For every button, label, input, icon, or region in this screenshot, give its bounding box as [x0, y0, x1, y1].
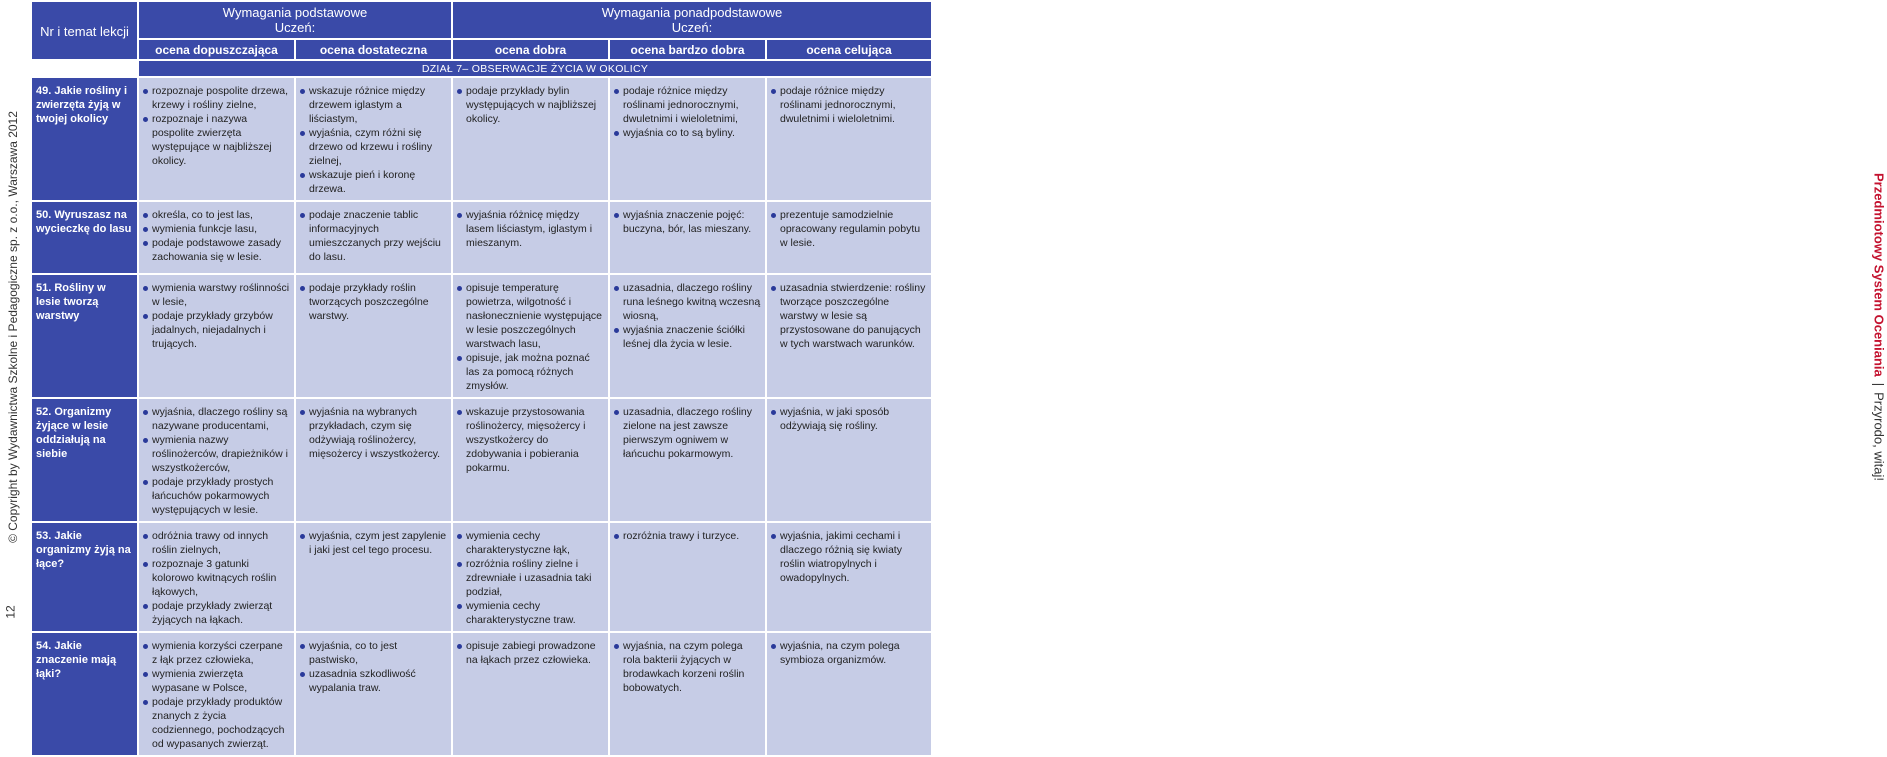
- requirements-cell: [296, 523, 451, 631]
- grade-header: ocena dopuszczająca: [139, 40, 294, 59]
- requirements-cell: [296, 275, 451, 397]
- copyright-notice: © Copyright by Wydawnictwa Szkolne i Pedagogiczne sp. z o.o., Warszawa 2012: [6, 111, 20, 543]
- requirements-list: [457, 208, 604, 250]
- requirements-cell: [453, 523, 608, 631]
- requirements-cell: [139, 633, 294, 755]
- requirements-cell: [453, 275, 608, 397]
- requirement-item: wymienia zwierzęta wypasane w Polsce,: [143, 667, 290, 695]
- requirements-list: [300, 405, 447, 461]
- lesson-topic: 54. Jakie znaczenie mają łąki?: [32, 633, 137, 755]
- requirement-item: podaje różnice między roślinami jednorocznymi, dwuletnimi i wieloletnimi,: [614, 84, 761, 126]
- requirements-list: [143, 281, 290, 351]
- requirements-list: [457, 529, 604, 627]
- requirements-list: [457, 84, 604, 126]
- requirements-list: [771, 208, 927, 250]
- requirements-cell: [296, 633, 451, 755]
- requirement-item: podaje przykłady prostych łańcuchów pokarmowych występujących w lesie.: [143, 475, 290, 517]
- requirement-item: wyjaśnia co to są byliny.: [614, 126, 761, 140]
- lesson-topic: 49. Jakie rośliny i zwierzęta żyją w twojej okolicy: [32, 78, 137, 200]
- requirements-cell: [767, 78, 931, 200]
- table-row: [32, 275, 931, 397]
- requirements-list: [300, 529, 447, 557]
- requirement-item: prezentuje samodzielnie opracowany regulamin pobytu w lesie.: [771, 208, 927, 250]
- requirement-item: podaje przykłady roślin tworzących poszczególne warstwy.: [300, 281, 447, 323]
- requirements-cell: [296, 202, 451, 273]
- requirements-list: [143, 639, 290, 751]
- requirements-cell: [610, 202, 765, 273]
- requirement-item: rozróżnia rośliny zielne i zdrewniałe i uzasadnia taki podział,: [457, 557, 604, 599]
- requirement-item: wyjaśnia, na czym polega rola bakterii żyjących w brodawkach korzeni roślin bobowatych.: [614, 639, 761, 695]
- requirement-item: wymienia warstwy roślinności w lesie,: [143, 281, 290, 309]
- requirements-list: [614, 208, 761, 236]
- requirement-item: wymienia funkcje lasu,: [143, 222, 290, 236]
- topic-column-header: Nr i temat lekcji: [32, 2, 137, 59]
- requirement-item: wyjaśnia, na czym polega symbioza organizmów.: [771, 639, 927, 667]
- requirement-item: opisuje, jak można poznać las za pomocą różnych zmysłów.: [457, 351, 604, 393]
- requirements-cell: [610, 633, 765, 755]
- system-name: Przedmiotowy System Oceniania: [1871, 173, 1887, 377]
- lesson-topic: 52. Organizmy żyjące w lesie oddziałują na siebie: [32, 399, 137, 521]
- left-margin-strip: [0, 0, 26, 655]
- requirements-list: [614, 84, 761, 140]
- requirement-item: podaje przykłady produktów znanych z życia codziennego, pochodzących od wypasanych zwierząt.: [143, 695, 290, 751]
- requirements-cell: [296, 399, 451, 521]
- requirements-list: [614, 405, 761, 461]
- requirement-item: opisuje zabiegi prowadzone na łąkach przez człowieka.: [457, 639, 604, 667]
- requirements-list: [771, 281, 927, 351]
- requirements-cell: [139, 523, 294, 631]
- requirement-item: podaje podstawowe zasady zachowania się w lesie.: [143, 236, 290, 264]
- right-margin-strip: [933, 0, 1887, 655]
- table-row: [32, 523, 931, 631]
- lesson-topic: 51. Rośliny w lesie tworzą warstwy: [32, 275, 137, 397]
- requirement-item: wyjaśnia, dlaczego rośliny są nazywane producentami,: [143, 405, 290, 433]
- requirement-item: wyjaśnia na wybranych przykładach, czym się odżywiają roślinożercy, mięsożercy i wszystkożercy.: [300, 405, 447, 461]
- requirement-item: uzasadnia, dlaczego rośliny zielone na jest zawsze pierwszym ogniwem w łańcuchu pokarmowym.: [614, 405, 761, 461]
- requirements-cell: [610, 523, 765, 631]
- requirements-table: [30, 0, 933, 757]
- requirements-list: [614, 639, 761, 695]
- requirement-item: podaje przykłady grzybów jadalnych, niejadalnych i trujących.: [143, 309, 290, 351]
- requirements-cell: [453, 399, 608, 521]
- requirement-item: wyjaśnia znaczenie ściółki leśnej dla życia w lesie.: [614, 323, 761, 351]
- table-row: [32, 78, 931, 200]
- requirement-item: opisuje temperaturę powietrza, wilgotność i nasłonecznienie występujące w lesie poszczególnych warstwach lasu,: [457, 281, 604, 351]
- grade-header: ocena bardzo dobra: [610, 40, 765, 59]
- lesson-topic: 50. Wyruszasz na wycieczkę do lasu: [32, 202, 137, 273]
- requirements-list: [143, 208, 290, 264]
- requirements-cell: [139, 275, 294, 397]
- requirements-cell: [767, 633, 931, 755]
- running-title: [1872, 173, 1887, 481]
- page-number: 12: [3, 605, 18, 619]
- requirement-item: wyjaśnia różnicę między lasem liściastym, iglastym i mieszanym.: [457, 208, 604, 250]
- requirements-list: [457, 281, 604, 393]
- requirement-item: wymienia nazwy roślinożerców, drapieżników i wszystkożerców,: [143, 433, 290, 475]
- section-title: DZIAŁ 7– OBSERWACJE ŻYCIA W OKOLICY: [139, 61, 931, 76]
- requirement-item: odróżnia trawy od innych roślin zielnych,: [143, 529, 290, 557]
- requirement-item: określa, co to jest las,: [143, 208, 290, 222]
- requirement-item: podaje przykłady zwierząt żyjących na łąkach.: [143, 599, 290, 627]
- subject-name: Przyrodo, witaj!: [1871, 392, 1887, 481]
- basic-requirements-header: Wymagania podstawowe Uczeń:: [139, 2, 451, 38]
- lesson-topic: 53. Jakie organizmy żyją na łące?: [32, 523, 137, 631]
- requirement-item: wyjaśnia, jakimi cechami i dlaczego różnią się kwiaty roślin wiatropylnych i owadopylnych.: [771, 529, 927, 585]
- requirement-item: wymienia cechy charakterystyczne łąk,: [457, 529, 604, 557]
- requirement-item: wyjaśnia, co to jest pastwisko,: [300, 639, 447, 667]
- requirements-list: [771, 639, 927, 667]
- requirement-item: wskazuje przystosowania roślinożercy, mięsożercy i wszystkożercy do zdobywania i pobierania pokarmu.: [457, 405, 604, 475]
- requirements-cell: [767, 202, 931, 273]
- requirements-cell: [139, 78, 294, 200]
- grade-header: ocena dobra: [453, 40, 608, 59]
- requirement-item: wyjaśnia znaczenie pojęć: buczyna, bór, las mieszany.: [614, 208, 761, 236]
- requirement-item: podaje znaczenie tablic informacyjnych umieszczanych przy wejściu do lasu.: [300, 208, 447, 264]
- requirement-item: rozpoznaje 3 gatunki kolorowo kwitnących roślin łąkowych,: [143, 557, 290, 599]
- table-row: [32, 399, 931, 521]
- requirements-cell: [453, 78, 608, 200]
- requirements-list: [143, 529, 290, 627]
- requirement-item: wskazuje pień i koronę drzewa.: [300, 168, 447, 196]
- requirements-cell: [767, 523, 931, 631]
- requirement-item: rozróżnia trawy i turzyce.: [614, 529, 761, 543]
- requirements-cell: [139, 202, 294, 273]
- requirements-cell: [767, 275, 931, 397]
- requirement-item: wymienia korzyści czerpane z łąk przez człowieka,: [143, 639, 290, 667]
- requirement-item: podaje przykłady bylin występujących w najbliższej okolicy.: [457, 84, 604, 126]
- title-separator: |: [1871, 382, 1887, 387]
- requirement-item: wyjaśnia, w jaki sposób odżywiają się rośliny.: [771, 405, 927, 433]
- requirements-cell: [296, 78, 451, 200]
- requirements-cell: [610, 78, 765, 200]
- requirements-list: [300, 281, 447, 323]
- requirement-item: rozpoznaje pospolite drzewa, krzewy i rośliny zielne,: [143, 84, 290, 112]
- requirements-cell: [610, 399, 765, 521]
- requirements-list: [614, 529, 761, 543]
- advanced-requirements-header: Wymagania ponadpodstawowe Uczeń:: [453, 2, 931, 38]
- requirement-item: wyjaśnia, czym jest zapylenie i jaki jest cel tego procesu.: [300, 529, 447, 557]
- table-row: [32, 633, 931, 755]
- requirements-cell: [610, 275, 765, 397]
- requirements-list: [771, 84, 927, 126]
- requirements-cell: [453, 202, 608, 273]
- grade-header: ocena celująca: [767, 40, 931, 59]
- requirement-item: rozpoznaje i nazywa pospolite zwierzęta występujące w najbliższej okolicy.: [143, 112, 290, 168]
- requirements-list: [614, 281, 761, 351]
- requirement-item: uzasadnia, dlaczego rośliny runa leśnego kwitną wczesną wiosną,: [614, 281, 761, 323]
- requirement-item: uzasadnia stwierdzenie: rośliny tworzące poszczególne warstwy w lesie są przystosowane do panujących w tych warstwach warunków.: [771, 281, 927, 351]
- requirements-list: [771, 529, 927, 585]
- requirements-list: [300, 84, 447, 196]
- requirements-list: [143, 405, 290, 517]
- requirements-list: [300, 639, 447, 695]
- requirements-cell: [139, 399, 294, 521]
- requirements-list: [143, 84, 290, 168]
- requirements-list: [457, 639, 604, 667]
- requirement-item: wymienia cechy charakterystyczne traw.: [457, 599, 604, 627]
- requirements-list: [771, 405, 927, 433]
- requirements-list: [457, 405, 604, 475]
- requirement-item: podaje różnice między roślinami jednorocznymi, dwuletnimi i wieloletnimi.: [771, 84, 927, 126]
- requirements-cell: [767, 399, 931, 521]
- grade-header: ocena dostateczna: [296, 40, 451, 59]
- requirements-list: [300, 208, 447, 264]
- requirements-cell: [453, 633, 608, 755]
- requirement-item: uzasadnia szkodliwość wypalania traw.: [300, 667, 447, 695]
- requirement-item: wskazuje różnice między drzewem iglastym a liściastym,: [300, 84, 447, 126]
- table-row: [32, 202, 931, 273]
- requirement-item: wyjaśnia, czym różni się drzewo od krzewu i rośliny zielnej,: [300, 126, 447, 168]
